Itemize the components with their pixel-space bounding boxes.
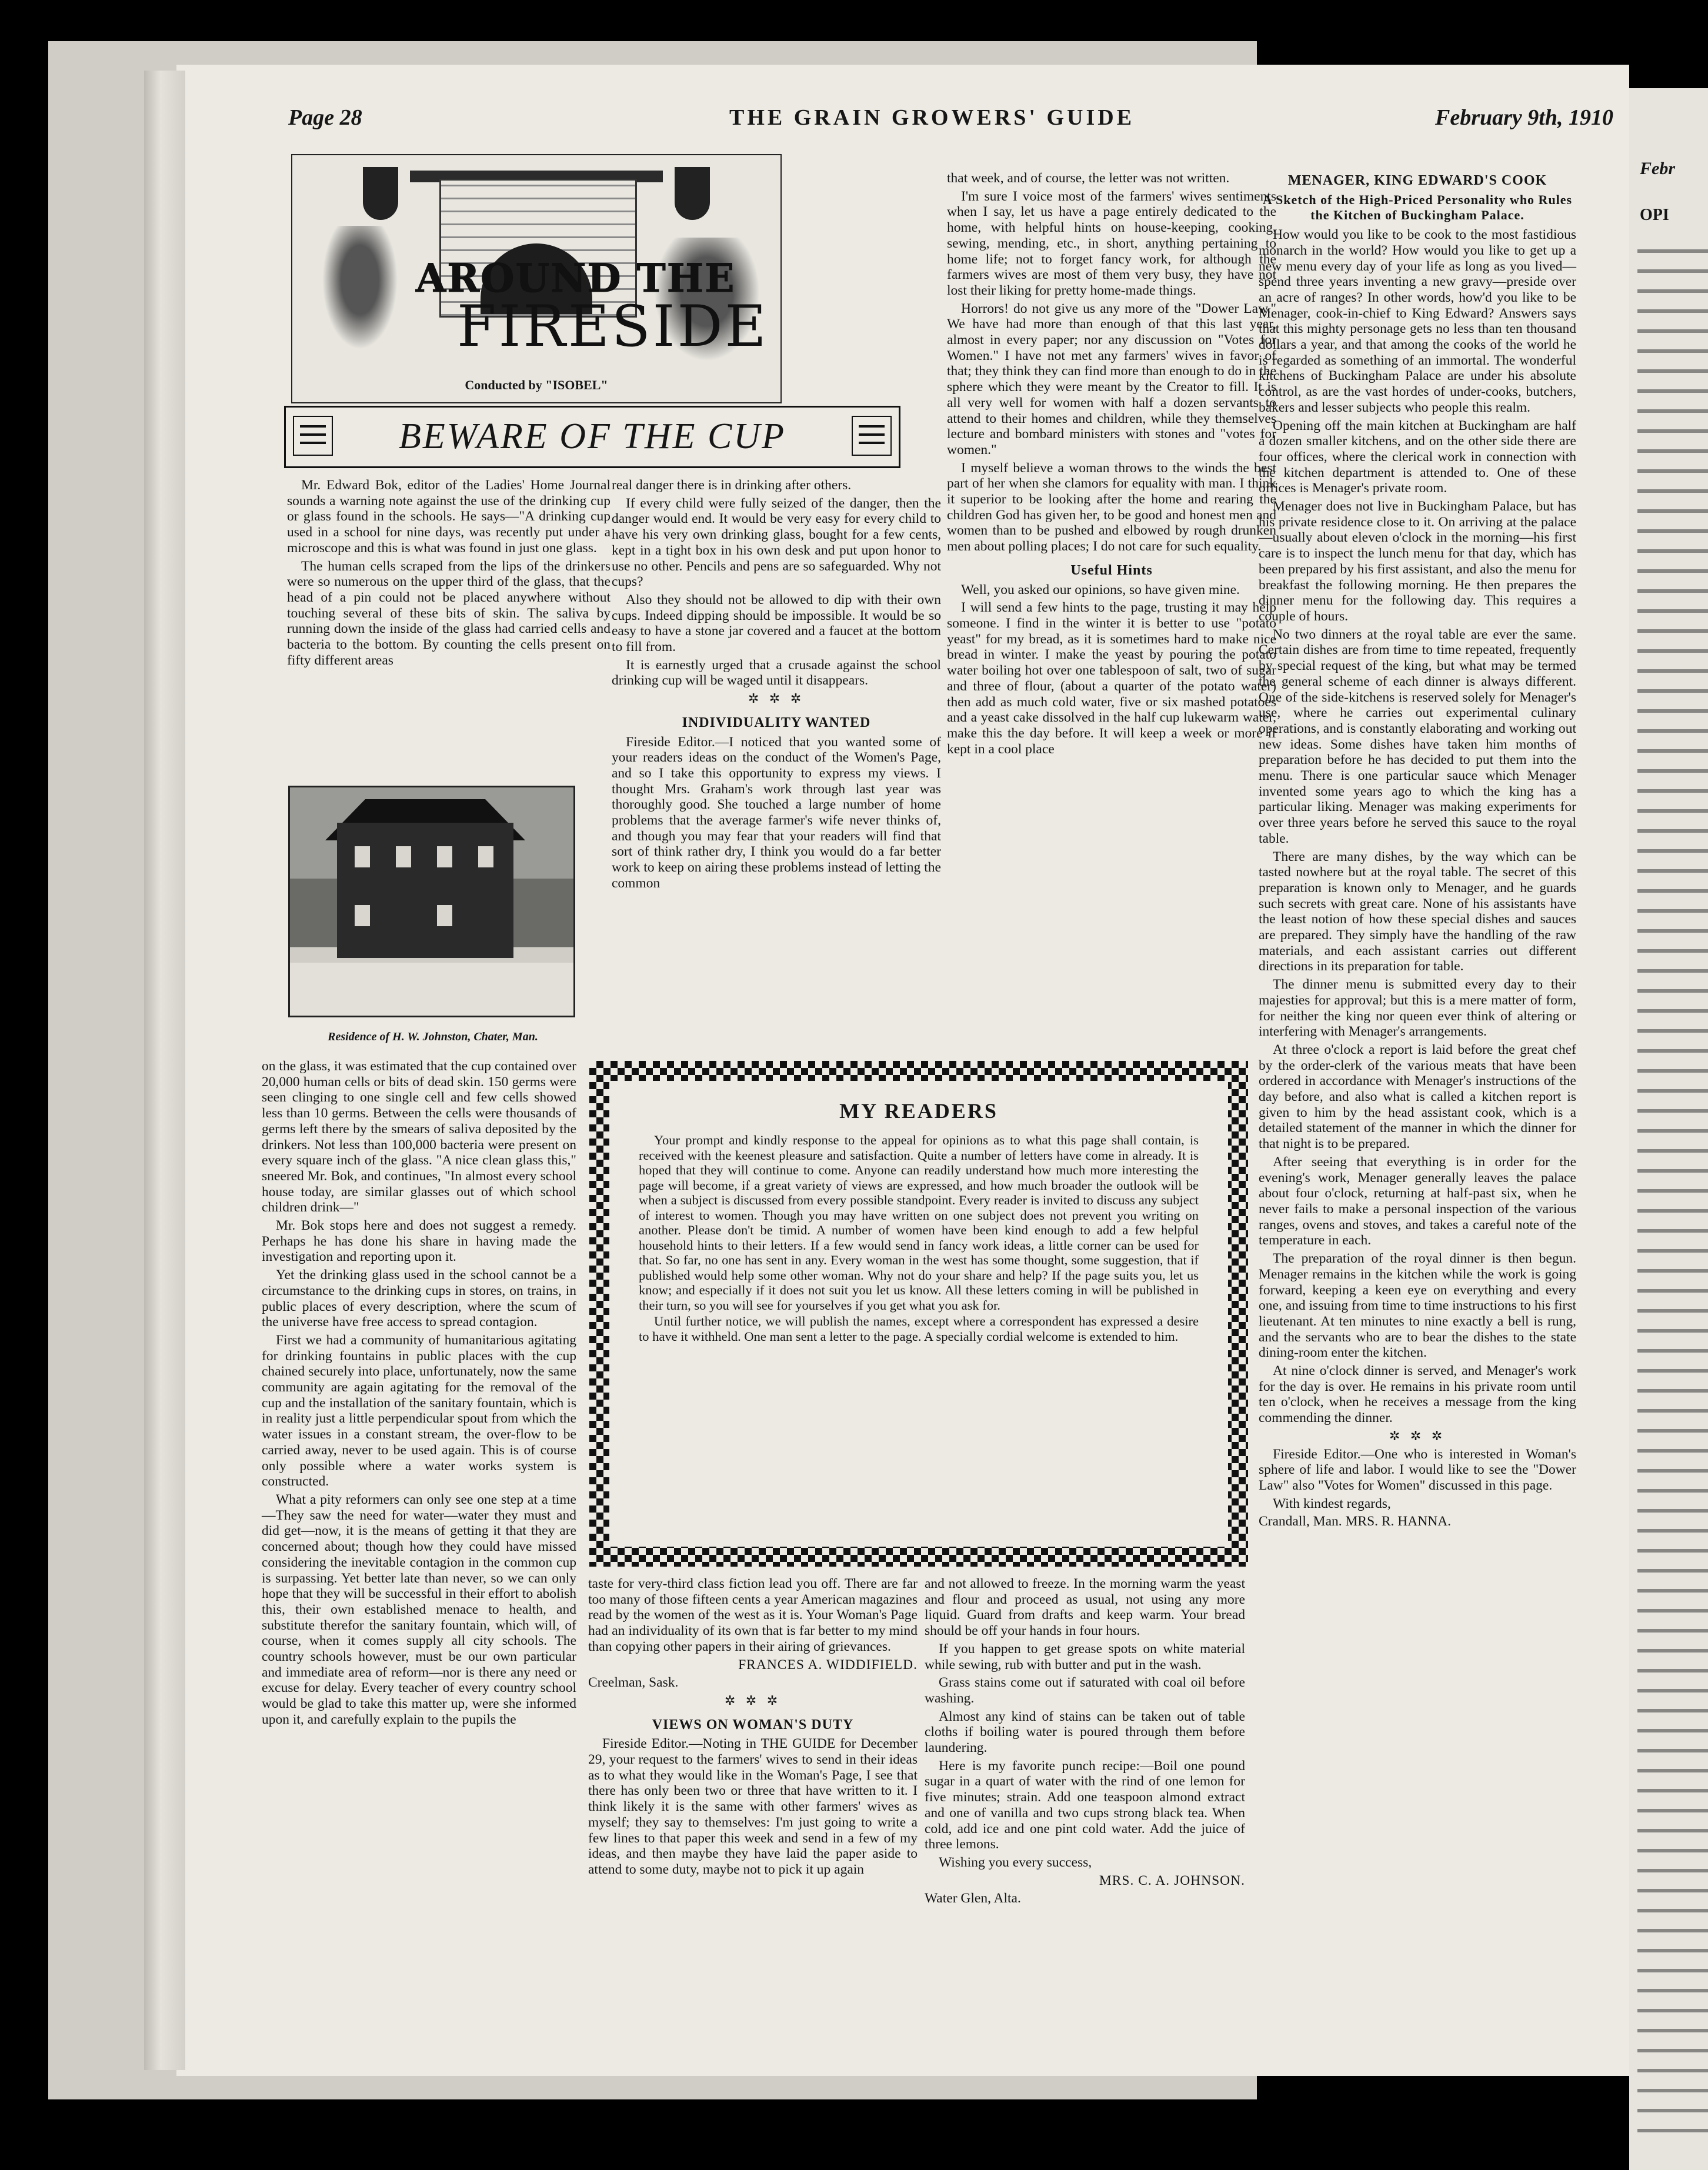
- paragraph: Well, you asked our opinions, so have given mine.: [961, 582, 1240, 597]
- menu-lines-icon: [852, 416, 892, 456]
- paragraph: Wishing you every success,: [939, 1854, 1092, 1870]
- my-readers-box: [609, 1081, 1228, 1547]
- window: [478, 846, 493, 867]
- paragraph: If you happen to get grease spots on white material while sewing, rub with butter and put in the wash.: [925, 1641, 1245, 1672]
- curtain-left: [363, 167, 398, 220]
- menager-subheading: A Sketch of the High-Priced Personality who Rules the Kitchen of Buckingham Palace.: [1262, 192, 1573, 223]
- paragraph: Mr. Bok stops here and does not suggest a remedy. Perhaps he has done his share in having made the investigation and reporting upon it.: [262, 1218, 576, 1265]
- column-3-top: [947, 171, 1276, 759]
- paragraph: How would you like to be cook to the most fastidious monarch in the world? How would you like to get up a new menu every day of your life as long as you lived—spend three years inventing a new gravy—preside over an acre of ranges? In other words, how'd you like to be Menager, cook-in-chief to King Edward? Answers says that this mighty personage gets no less than ten thousand dollars a year, and that among the cooks of the world he is regarded as something of an immortal. The wonderful kitchens of Buckingham Palace are under his absolute control, as are the vast hordes of under-cooks, butchers, bakers and lesser subjects who people this realm.: [1259, 227, 1576, 415]
- paragraph: No two dinners at the royal table are ever the same. Certain dishes are from time to time repeated, frequently by special request of the king, but what may be termed the general scheme of each dinner is always different. One of the side-kitchens is reserved solely for Menager's use, where he carries out experimental culinary operations, and is constantly elaborating and working out new ideas. Some dishes have taken him months of preparation before he has decided to put them into the menu. There is one particular sauce which Menager invented some years ago to which the king has a particular liking. Menager was making experiments for over three years before he served this sauce to the royal table.: [1259, 626, 1576, 846]
- paragraph: that week, and of course, the letter was not written.: [947, 171, 1230, 186]
- menager-heading: MENAGER, KING EDWARD'S COOK: [1287, 173, 1547, 188]
- photo-caption: Residence of H. W. Johnston, Chater, Man.: [328, 1030, 538, 1043]
- signature-place: Creelman, Sask.: [588, 1675, 679, 1691]
- paragraph: The dinner menu is submitted every day to their majesties for approval; but this is a mere matter of form, for neither the king nor queen ever think of altering or interfering with Menager's arrangements.: [1259, 977, 1576, 1040]
- seated-figures-left: [316, 226, 404, 361]
- conducted-by: Conducted by "ISOBEL": [465, 378, 608, 392]
- window: [437, 905, 452, 926]
- views-heading: VIEWS ON WOMAN'S DUTY: [652, 1717, 854, 1732]
- column-3-bottom: [925, 1576, 1245, 1909]
- paragraph: on the glass, it was estimated that the cup contained over 20,000 human cells or bits of dead skin. 150 germs were seen clinging to one single cell and few cells showed less than 10 germs. Between the cells were thousands of germs left there by the smears of saliva deposited by the drinkers. Not less than 100,000 bacteria were present on every square inch of the glass. "A nice clean glass this," sneered Mr. Bok, and continues, "In almost every school house today, are similar glasses out of which school children drink—": [262, 1059, 576, 1216]
- window: [437, 846, 452, 867]
- menu-lines-icon: [293, 416, 333, 456]
- paragraph: There are many dishes, by the way which can be tasted nowhere but at the royal table. The secret of this preparation is known only to Menager, and he guards such secrets with great care. None of his assistants have the least notion of how these special dishes and sauces are prepared. They simply have the handling of the raw materials, and each assistant carries out different directions in its preparation for table.: [1259, 849, 1576, 974]
- paragraph: The human cells scraped from the lips of the drinkers were so numerous on the upper third of the glass, that the head of a pin could not be placed anywhere without touching several of these bits of skin. The saliva by running down the inside of the glass had carried cells and bacteria to the bottom. By counting the cells present on fifty different areas: [287, 558, 611, 668]
- paragraph: If every child were fully seized of the danger, then the danger would end. It would be very easy for every child to have his very own drinking glass, bought for a few cents, kept in a tight box in his own desk and put upon honor to use no other. Pencils and pens are so safeguarded. Why not cups?: [612, 495, 941, 590]
- signature: Crandall, Man. MRS. R. HANNA.: [1259, 1514, 1452, 1530]
- useful-hints-heading: Useful Hints: [1070, 562, 1153, 578]
- paragraph: Almost any kind of stains can be taken out of table cloths if boiling water is poured through them before laundering.: [925, 1708, 1245, 1756]
- my-readers-heading: MY READERS: [839, 1099, 998, 1123]
- adjacent-page-text: [1637, 241, 1708, 2135]
- paragraph: Horrors! do not give us any more of the "Dower Law." We have had more than enough of that this last year, almost in every paper; nor any discussion on "Votes for Women." I have not met any farmers' wives in favor of that; they think they can find more than enough to do in the sphere which they were meant by the Creator to fill. It is all very well for women with half a dozen servants to attend to their homes and children, while they themselves lecture and bombard ministers with stones and "votes for women.": [947, 301, 1276, 458]
- paragraph: real danger there is in drinking after others.: [612, 478, 852, 493]
- section-ornament: ✲ ✲ ✲: [724, 1692, 782, 1708]
- individuality-heading: INDIVIDUALITY WANTED: [682, 715, 871, 730]
- paragraph: Yet the drinking glass used in the school cannot be a circumstance to the drinking cups in stores, on trains, in public places of every description, where the scum of the universe have free access to spread contagion.: [262, 1267, 576, 1330]
- column-1-top: [287, 478, 611, 670]
- window: [396, 846, 411, 867]
- paragraph: It is earnestly urged that a crusade against the school drinking cup will be waged until it disappears.: [612, 657, 941, 689]
- signature-name: FRANCES A. WIDDIFIELD.: [738, 1657, 918, 1672]
- paragraph: With kindest regards,: [1273, 1495, 1391, 1511]
- snow-ground: [290, 963, 573, 1016]
- adjacent-page-header: Febr: [1640, 159, 1675, 178]
- curtain-right: [675, 167, 710, 220]
- paragraph: Fireside Editor.—I noticed that you wanted some of your readers ideas on the conduct of the Women's Page, and so I take this opportunity to express my views. I thought Mrs. Graham's work through last year was thoroughly good. She touched a large number of home problems that the average farmer's wife never thinks of, and though you may fear that your readers will find that sort of think rather dry, I think you would do a far better work to keep on airing these problems instead of letting the common: [612, 734, 941, 891]
- paragraph: The preparation of the royal dinner is then begun. Menager remains in the kitchen while the work is going forward, keeping a keen eye on everything and every one, and issuing from time to time instructions to his first lieutenant. At ten minutes to nine exactly a bell is rung, and the servants who are to bear the dishes to the state dining-room enter the kitchen.: [1259, 1251, 1576, 1361]
- paragraph: and not allowed to freeze. In the morning warm the yeast and flour and proceed as usual, not using any more liquid. Guard from drafts and keep warm. Your bread should be off your hands in four hours.: [925, 1576, 1245, 1639]
- column-2-top: [612, 478, 941, 894]
- adjacent-page-fragment: [1629, 88, 1708, 2170]
- adjacent-page-heading: OPI: [1640, 206, 1669, 224]
- paragraph: Fireside Editor.—Noting in THE GUIDE for December 29, your request to the farmers' wives to send in their ideas as to what they would like in the Woman's Page, I see that there has only been two or three that have written to it. I think likely it is the same with other farmers' wives as myself; they say to themselves: I'm just going to write a few lines to that paper this week and send in a few of my ideas, and then maybe they have laid the paper aside to attend to some duty, maybe not to pick it up again: [588, 1736, 918, 1877]
- feature-title: BEWARE OF THE CUP: [399, 416, 786, 456]
- paragraph: Your prompt and kindly response to the appeal for opinions as to what this page shall contain, is received with the keenest pleasure and satisfaction. Quite a number of letters have come in already. It is hoped that they will continue to come. Anyone can readily understand how much more interesting the page will become, if a great variety of views are expressed, and how much broader the outlook will be when a subject is discussed from every possible standpoint. Every reader is invited to discuss any subject of interest to women. Though you may have written on one subject does not prevent you writing on another. Please don't be timid. A number of women have been kind enough to add a few helpful household hints to their letters. If a few would send in fancy work ideas, a little corner can be used for that. So far, no one has sent in any. Every woman in the west has some thought, some suggestion, that if published would help some other woman. Why not do your share and help? If the page suits you, let us know; and especially if it does not suit you let us know. All these letters coming in will be published in their turn, so you will see for yourselves if you get what you ask for.: [639, 1133, 1199, 1313]
- paragraph: I will send a few hints to the page, trusting it may help someone. I find in the winter it is better to use "potato yeast" for my bread, as it is sometimes hard to make nice bread in winter. I make the yeast by pouring the potato water boiling hot over one tablespoon of salt, two of sugar and three of flour, (about a quarter of the potato water) then add as much cold water, five or six mashed potatoes and a yeast cake dissolved in the half cup lukewarm water, make this the day before. It will keep a week or more if kept in a cool place: [947, 600, 1276, 757]
- paragraph: After seeing that everything is in order for the evening's work, Menager generally leaves the palace about four o'clock, returning at half-past six, when he never fails to make a personal inspection of the various ranges, ovens and stoves, and takes a careful note of the temperature in each.: [1259, 1154, 1576, 1248]
- paragraph: Mr. Edward Bok, editor of the Ladies' Home Journal sounds a warning note against the use of the drinking cup or glass found in the schools. He says—"A drinking cup used in a school for nine days, was recently put under a microscope and this is what was found in just one glass.: [287, 478, 611, 556]
- paragraph: Menager does not live in Buckingham Palace, but has his private residence close to it. On arriving at the palace—usually about eleven o'clock in the morning—his first care is to inspect the lunch menu for that day, which has been prepared by his first assistant, and also the menu for breakfast the following morning. He then prepares the dinner menu for the following day. This requires a couple of hours.: [1259, 499, 1576, 624]
- page-binding: [144, 71, 185, 2070]
- residence-photo: [288, 786, 575, 1017]
- paragraph: Also they should not be allowed to dip with their own cups. Indeed dipping should be impossible. It would be so easy to have a stone jar covered and a faucet at the bottom to fill from.: [612, 592, 941, 655]
- column-2-bottom: [588, 1576, 918, 1880]
- paragraph: First we had a community of humanitarious agitating for drinking fountains in public places with the cup chained securely into place, unfortunately, now the same community are again agitating for the removal of the cup and the installation of the sanitary fountain, which is in reality just a little perpendicular spout from which the water issues in a constant stream, the over-flow to be carried away, never to be used again. This is of course only possible where a water works system is constructed.: [262, 1332, 576, 1490]
- paragraph: I'm sure I voice most of the farmers' wives sentiments when I say, let us have a page entirely dedicated to the home, with helpful hints on house-keeping, cooking, sewing, mending, etc., in short, anything pertaining to home life; not to forget fancy work, for although the farmers wives are most of them very busy, they have not lost their liking for pretty home-made things.: [947, 188, 1276, 298]
- paragraph: taste for very-third class fiction lead you off. There are far too many of those fifteen cents a year American magazines read by the women of the west as it is. Your Woman's Page had an individuality of its own that is far better to my mind than copying other papers in their airing of grievances.: [588, 1576, 918, 1654]
- section-ornament: ✲ ✲ ✲: [748, 691, 805, 706]
- fireside-banner-illustration: [291, 154, 782, 403]
- signature-name: MRS. C. A. JOHNSON.: [1099, 1872, 1245, 1888]
- paragraph: I myself believe a woman throws to the winds the best part of her when she clamors for equality with man. I think it superior to be looking after the home and rearing the children God has given her, to be good and honest men and women than to be pushed and elbowed by rough drunken men about polling places; I do not care for such equality.: [947, 460, 1276, 555]
- paragraph: Grass stains come out if saturated with coal oil before washing.: [925, 1675, 1245, 1706]
- feature-title-box: [284, 406, 900, 468]
- paragraph: At three o'clock a report is laid before the great chef by the order-clerk of the various meats that have been ordered in accordance with Menager's instructions of the day before, and also what is called a kitchen report is given to him by the head assistant cook, which is a detailed statement of the manner in which the dinner for that night is to be prepared.: [1259, 1041, 1576, 1152]
- signature-place: Water Glen, Alta.: [925, 1891, 1021, 1907]
- banner-title-line2: FIRESIDE: [457, 293, 769, 359]
- paragraph: Opening off the main kitchen at Buckingham are half a dozen smaller kitchens, and on the other side there are four offices, where the clerical work in connection with the kitchen department is attended to. One of these offices is Menager's private room.: [1259, 418, 1576, 496]
- paragraph: At nine o'clock dinner is served, and Menager's work for the day is over. He remains in his private room until ten o'clock, when he receives a message from the king commending the dinner.: [1259, 1363, 1576, 1426]
- page-number: Page 28: [288, 105, 362, 130]
- section-ornament: ✲ ✲ ✲: [1389, 1428, 1446, 1443]
- house-drawing: [337, 823, 513, 958]
- banner-title-line1: AROUND THE: [416, 255, 736, 301]
- issue-date: February 9th, 1910: [1435, 105, 1613, 130]
- paragraph: What a pity reformers can only see one step at a time—They saw the need for water—water they must and did get—now, it is the means of getting it that they are concerned about; though how they could have missed considering the inevitable contagion in the common cup is surpassing. Yet better late than never, so we can only hope that they will be successful in their effort to abolish this, their own established menace to health, and substitute therefor the sanitary fountain, which will, of course, when it comes supply all city schools. The country schools however, must be our own particular and immediate area of reform—nor is there any need or excuse for delay. Every teacher of every country school would be glad to take this matter up, were she informed upon it, and carefully explain to the pupils the: [262, 1491, 576, 1727]
- column-4: [1259, 171, 1576, 1532]
- journal-title: THE GRAIN GROWERS' GUIDE: [729, 105, 1135, 130]
- paragraph: Fireside Editor.—One who is interested in Woman's sphere of life and labor. I would like to see the "Dower Law" also "Votes for Women" discussed in this page.: [1259, 1446, 1576, 1493]
- paragraph: Here is my favorite punch recipe:—Boil one pound sugar in a quart of water with the rind of one lemon for five minutes; strain. Add one teaspoon almond extract and one of vanilla and two cups strong black tea. When cold, add ice and one pint cold water. Add the juice of three lemons.: [925, 1758, 1245, 1852]
- window: [355, 905, 370, 926]
- column-1-bottom: [262, 1059, 576, 1730]
- my-readers-box-border: [589, 1061, 1248, 1567]
- window: [355, 846, 370, 867]
- paragraph: Until further notice, we will publish the names, except where a correspondent has expressed a desire to have it withheld. One man sent a letter to the page. A specially cordial welcome is extended to him.: [639, 1314, 1199, 1344]
